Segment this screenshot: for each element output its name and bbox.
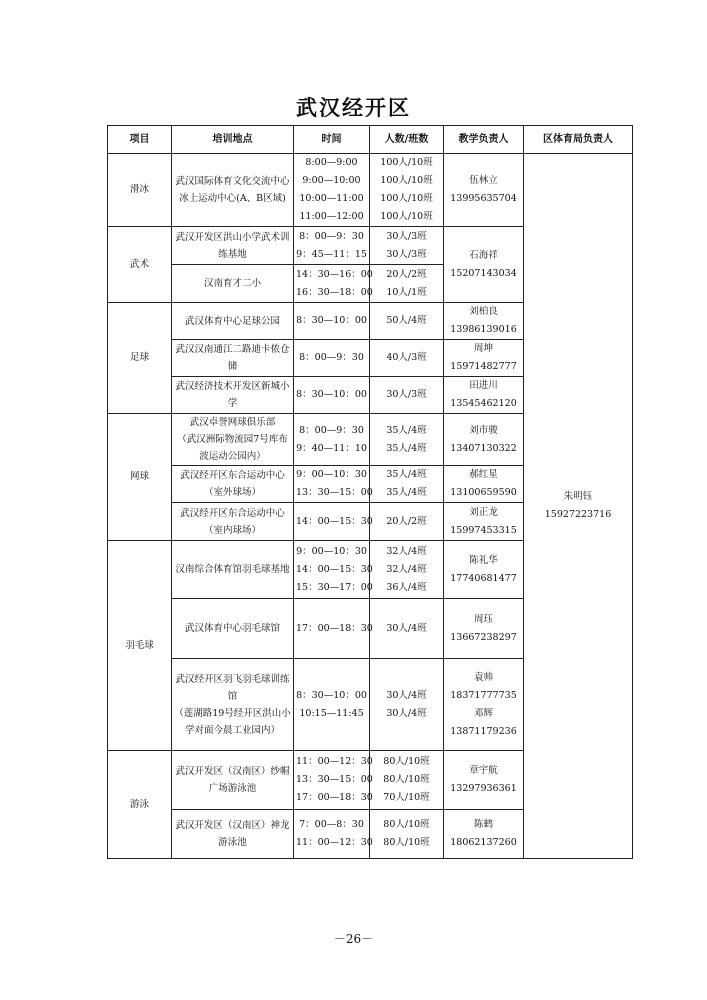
lead-name: 刘柏良	[469, 306, 498, 317]
class-counts	[370, 810, 444, 859]
sport-name: 足球	[108, 303, 172, 414]
lead-phone: 13100659590	[450, 487, 517, 498]
class-count: 35人/4班	[386, 469, 427, 480]
lead-name: 伍林立	[469, 175, 498, 186]
time-slot: 9:00—10:00	[302, 175, 361, 186]
time-slot: 8：00—9：30	[299, 424, 364, 436]
training-times	[294, 414, 370, 466]
sport-name: 网球	[108, 414, 172, 541]
teaching-lead	[444, 154, 524, 227]
class-count: 30人/4班	[386, 689, 427, 701]
class-count: 32人/4班	[386, 563, 427, 575]
training-location	[172, 377, 294, 414]
teaching-lead	[444, 751, 524, 810]
lead-name: 周坤	[473, 343, 493, 354]
lead-name: 石海祥	[469, 249, 498, 261]
class-count: 32人/4班	[386, 545, 427, 557]
lead-phone: 18062137260	[450, 837, 517, 848]
training-times	[294, 810, 373, 859]
class-count: 30人/3班	[386, 389, 427, 400]
time-slot: 17：00—18：30	[296, 622, 373, 634]
class-counts	[370, 303, 444, 340]
training-location	[172, 503, 294, 541]
lead-name: 陈礼华	[469, 554, 498, 566]
training-location	[172, 659, 294, 751]
district-lead	[524, 154, 633, 859]
district-lead-name: 朱明钰	[563, 491, 593, 502]
teaching-lead	[444, 303, 524, 340]
location-name: 武汉体育中心足球公园	[184, 315, 280, 327]
lead-name: 田进川	[469, 380, 498, 391]
lead-name: 袁帅	[473, 671, 493, 683]
time-slot: 7：00—8：30	[299, 819, 364, 830]
location-name: 武汉经开区东合运动中心	[180, 470, 285, 481]
location-name: 武汉经开区羽飞羽毛球训练馆	[175, 673, 290, 702]
training-times	[294, 340, 370, 377]
lead-phone: 13667238297	[450, 631, 517, 643]
lead-name: 刘正龙	[469, 506, 498, 518]
class-counts	[370, 659, 444, 751]
time-slot: 14：00—15：30	[296, 515, 373, 527]
teaching-lead	[444, 340, 524, 377]
time-slot: 11：00—12：30	[296, 756, 373, 767]
location-note: （室外球场）	[203, 487, 261, 498]
class-count: 30人/3班	[386, 230, 427, 242]
class-count: 35人/4班	[386, 487, 427, 498]
teaching-lead	[444, 377, 524, 414]
location-name: 武汉经济技术开发区新城小学	[175, 381, 290, 409]
training-times	[294, 503, 373, 541]
lead-name: 章宇航	[469, 765, 498, 776]
time-slot: 9：00—10：30	[296, 469, 367, 480]
header-district-lead: 区体育局负责人	[524, 126, 633, 154]
location-name: 武汉开发区（汉南区）神龙游泳池	[175, 820, 290, 848]
class-count: 35人/4班	[386, 424, 427, 436]
class-count: 80人/10班	[383, 837, 430, 848]
class-counts	[370, 466, 444, 503]
location-note: （莲湖路19号经开区洪山小学对面今晨工业园内）	[174, 707, 291, 736]
training-location	[172, 414, 294, 466]
class-count: 30人/4班	[386, 622, 427, 634]
training-location	[172, 303, 294, 340]
location-name: 武汉经开区东合运动中心	[180, 507, 285, 519]
lead-phone: 13297936361	[450, 783, 517, 794]
class-counts	[370, 154, 444, 227]
class-count: 100人/10班	[380, 175, 433, 186]
training-times	[294, 541, 373, 599]
training-times	[294, 303, 370, 340]
location-name: 武汉体育中心羽毛球馆	[184, 623, 280, 634]
lead-phone: 15997453315	[450, 524, 517, 536]
class-count: 80人/10班	[383, 819, 430, 830]
training-times	[294, 751, 373, 810]
class-count: 20人/2班	[386, 268, 427, 280]
header-time: 时间	[294, 126, 370, 154]
class-count: 10人/1班	[386, 286, 427, 298]
class-counts	[370, 377, 444, 414]
time-slot: 14：00—15：30	[296, 563, 373, 575]
location-name: 汉南综合体育馆羽毛球基地	[175, 564, 290, 575]
time-slot: 13：30—15：00	[296, 774, 373, 785]
location-name: 武汉汉南通江二路迪卡侬仓储	[175, 344, 290, 372]
time-slot: 9：40—11：10	[296, 442, 367, 454]
header-location: 培训地点	[172, 126, 294, 154]
time-slot: 9：00—10：30	[296, 545, 367, 557]
location-note: （室内球场）	[203, 524, 261, 536]
time-slot: 17：00—18：30	[296, 792, 373, 803]
lead-name: 刘市骏	[469, 424, 498, 436]
schedule-table	[107, 125, 633, 859]
training-location	[172, 265, 294, 303]
class-count: 100人/10班	[380, 157, 433, 168]
teaching-lead	[444, 466, 524, 503]
class-counts	[370, 599, 444, 659]
teaching-lead	[444, 227, 524, 303]
district-lead-phone: 15927223716	[544, 509, 612, 520]
class-count: 80人/10班	[383, 774, 430, 785]
lead-phone: 17740681477	[450, 572, 517, 584]
sport-name: 羽毛球	[108, 541, 172, 751]
time-slot: 11：00—12：30	[296, 837, 373, 848]
class-counts	[370, 414, 444, 466]
training-location	[172, 227, 294, 265]
training-times	[294, 659, 370, 751]
class-counts	[370, 265, 444, 303]
class-count: 40人/3班	[386, 352, 427, 363]
training-location	[172, 599, 294, 659]
teaching-lead	[444, 541, 524, 599]
page-title: 武汉经开区	[296, 95, 411, 120]
lead-name: 陈鹤	[473, 819, 493, 830]
teaching-lead	[444, 599, 524, 659]
location-note: （武汉洲际物流园7号库布波运动公园内）	[177, 434, 288, 462]
training-location	[172, 466, 294, 503]
location-name: 武汉开发区洪山小学武术训练基地	[175, 231, 290, 260]
table-header-row	[108, 126, 633, 154]
time-slot: 11:00—12:00	[299, 211, 364, 222]
teaching-lead	[444, 810, 524, 859]
time-slot: 16：30—18：00	[296, 286, 373, 298]
location-name: 汉南育才二小	[203, 278, 261, 289]
time-slot: 10:00—11:00	[299, 193, 364, 204]
training-location	[172, 340, 294, 377]
header-sport: 项目	[108, 126, 172, 154]
training-times	[294, 154, 370, 227]
sport-name: 滑冰	[108, 154, 172, 227]
lead-phone: 13986139016	[450, 324, 517, 335]
time-slot: 15：30—17：00	[296, 581, 373, 593]
class-count: 100人/10班	[380, 193, 433, 204]
header-teaching-lead: 教学负责人	[444, 126, 524, 154]
sport-name: 游泳	[108, 751, 172, 859]
class-counts	[370, 227, 444, 265]
training-times	[294, 599, 373, 659]
table-row	[108, 154, 633, 227]
teaching-lead	[444, 414, 524, 466]
training-location	[172, 154, 294, 227]
class-counts	[370, 751, 444, 810]
class-count: 100人/10班	[380, 211, 433, 222]
training-times	[294, 265, 373, 303]
teaching-lead	[444, 503, 524, 541]
class-counts	[370, 340, 444, 377]
time-slot: 14：30—16：00	[296, 268, 373, 280]
time-slot: 8：00—9：30	[299, 352, 364, 363]
training-location	[172, 810, 294, 859]
location-name: 武汉国际体育文化交流中心冰上运动中心(A、B区域)	[175, 176, 290, 204]
lead-name: 周珏	[473, 613, 493, 625]
time-slot: 10:15—11:45	[299, 707, 364, 719]
lead-phone: 18371777735	[450, 689, 517, 701]
lead-name: 邓辉	[473, 707, 493, 719]
lead-phone: 13871179236	[450, 725, 517, 737]
header-count: 人数/班数	[370, 126, 444, 154]
training-location	[172, 541, 294, 599]
class-counts	[370, 503, 444, 541]
class-count: 30人/3班	[386, 248, 427, 260]
time-slot: 8：00—9：30	[299, 230, 364, 242]
class-count: 50人/4班	[386, 315, 427, 326]
class-counts	[370, 541, 444, 599]
time-slot: 8：30—10：00	[296, 689, 367, 701]
training-times	[294, 227, 370, 265]
class-count: 30人/4班	[386, 707, 427, 719]
location-name: 武汉卓誉网球俱乐部	[189, 417, 276, 428]
sport-name: 武术	[108, 227, 172, 303]
location-name: 武汉开发区（汉南区）纱帽广场游泳池	[175, 766, 290, 794]
class-count: 36人/4班	[386, 581, 427, 593]
lead-phone: 15971482777	[450, 361, 517, 372]
training-times	[294, 466, 373, 503]
lead-name: 郝红星	[469, 469, 498, 480]
time-slot: 8：30—10：00	[296, 389, 367, 400]
time-slot: 8：30—10：00	[296, 315, 367, 326]
lead-phone: 13407130322	[450, 442, 517, 454]
class-count: 20人/2班	[386, 515, 427, 527]
class-count: 70人/10班	[383, 792, 430, 803]
time-slot: 13：30—15：00	[296, 487, 373, 498]
lead-phone: 13545462120	[450, 398, 517, 409]
lead-phone: 15207143034	[450, 267, 517, 279]
teaching-lead	[444, 659, 524, 751]
training-times	[294, 377, 370, 414]
class-count: 80人/10班	[383, 756, 430, 767]
time-slot: 9：45—11：15	[296, 248, 367, 260]
time-slot: 8:00—9:00	[305, 157, 358, 168]
class-count: 35人/4班	[386, 442, 427, 454]
page-number: －26－	[333, 932, 374, 946]
lead-phone: 13995635704	[450, 193, 517, 204]
training-location	[172, 751, 294, 810]
